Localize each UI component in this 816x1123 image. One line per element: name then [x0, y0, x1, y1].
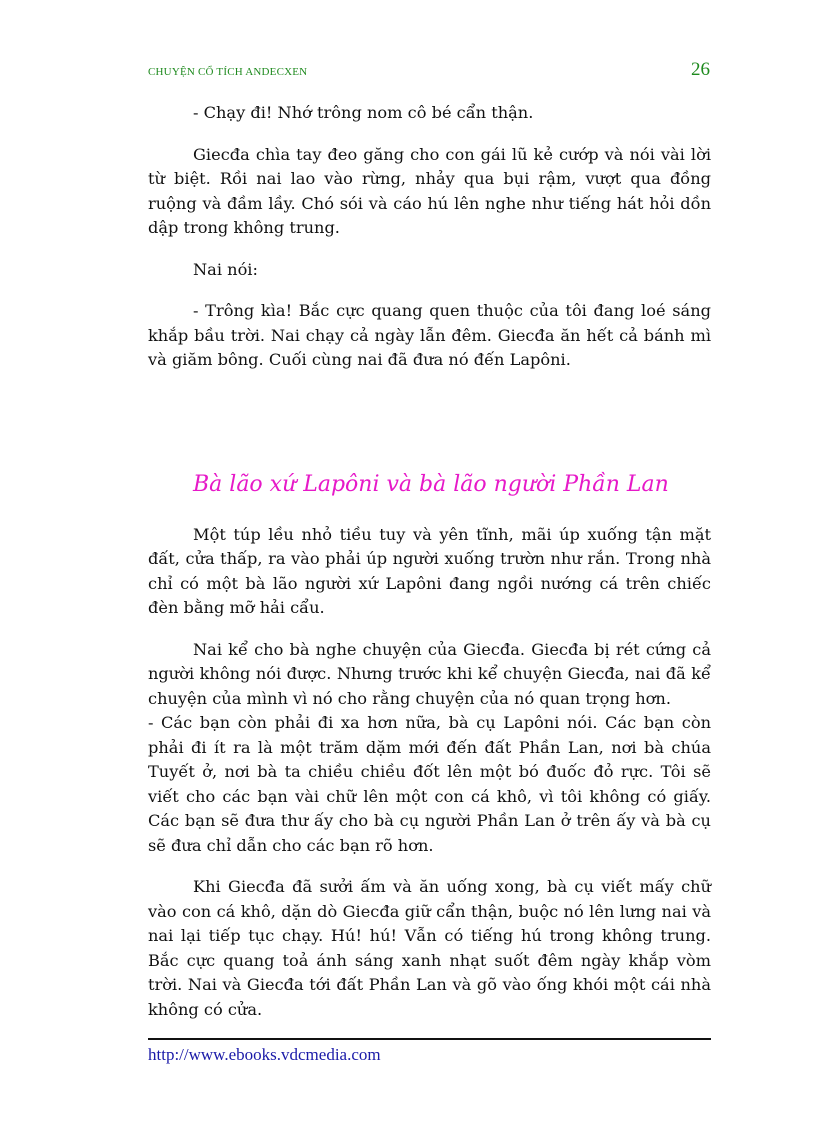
paragraph-journey-continues: Khi Giecđa đã sưởi ấm và ăn uống xong, bà cụ viết mấy chữ vào con cá khô, dặn dò Giecđa giữ cẩn thận, buộc nó lên lưng nai và nai lại tiếp tục chạy. Hú! hú! Vẫn có tiếng hú trong không trung. Bắc cực quang toả ánh sáng xanh nhạt suốt đêm ngày khắp vòm trời. Nai và Giecđa tới đất Phần Lan và gõ vào ống khói một cái nhà không có cửa.	[148, 877, 711, 1019]
paragraph-northern-lights: - Trông kìa! Bắc cực quang quen thuộc của tôi đang loé sáng khắp bầu trời. Nai chạy cả ngày lẫn đêm. Giecđa ăn hết cả bánh mì và giăm bông. Cuối cùng nai đã đưa nó đến Lapôni.	[148, 301, 711, 369]
paragraph-lapland-woman-speech: - Các bạn còn phải đi xa hơn nữa, bà cụ Lapôni nói. Các bạn còn phải đi ít ra là một trăm dặm mới đến đất Phần Lan, nơi bà chúa Tuyết ở, nơi bà ta chiều chiều đốt lên một bó đuốc đỏ rực. Tôi sẽ viết cho các bạn vài chữ lên một con cá khô, vì tôi không có giấy. Các bạn sẽ đưa thư ấy cho bà cụ người Phần Lan ở trên ấy và bà cụ sẽ đưa chỉ dẫn cho các bạn rõ hơn.	[148, 713, 711, 855]
running-header-title: CHUYỆN CỔ TÍCH ANDECXEN	[148, 66, 308, 78]
footer-url-link[interactable]: http://www.ebooks.vdcmedia.com	[148, 1045, 381, 1064]
section-spacer	[148, 390, 711, 470]
footer-divider	[148, 1038, 711, 1040]
paragraph-reindeer-said: Nai nói:	[193, 259, 258, 279]
paragraph-farewell: Giecđa chìa tay đeo găng cho con gái lũ kẻ cướp và nói vài lời từ biệt. Rồi nai lao vào rừng, nhảy qua bụi rậm, vượt qua đồng ruộng và đầm lầy. Chó sói và cáo hú lên nghe như tiếng hát hỏi dồn dập trong không trung.	[148, 144, 711, 237]
page-number: 26	[691, 59, 710, 80]
page-body	[148, 101, 711, 1039]
paragraph-hut: Một túp lều nhỏ tiều tuy và yên tĩnh, mãi úp xuống tận mặt đất, cửa thấp, ra vào phải úp người xuống trườn như rắn. Trong nhà chỉ có một bà lão người xứ Lapôni đang ngồi nướng cá trên chiếc đèn bằng mỡ hải cẩu.	[148, 524, 711, 617]
paragraph-reindeer-story: Nai kể cho bà nghe chuyện của Giecđa. Giecđa bị rét cứng cả người không nói được. Nhưng trước khi kể chuyện Giecđa, nai đã kể chuyện của mình vì nó cho rằng chuyện của nó quan trọng hơn.	[148, 639, 711, 708]
section-heading: Bà lão xứ Lapôni và bà lão người Phần Lan	[193, 471, 669, 497]
paragraph-run-instruction: - Chạy đi! Nhớ trông nom cô bé cẩn thận.	[193, 103, 534, 122]
